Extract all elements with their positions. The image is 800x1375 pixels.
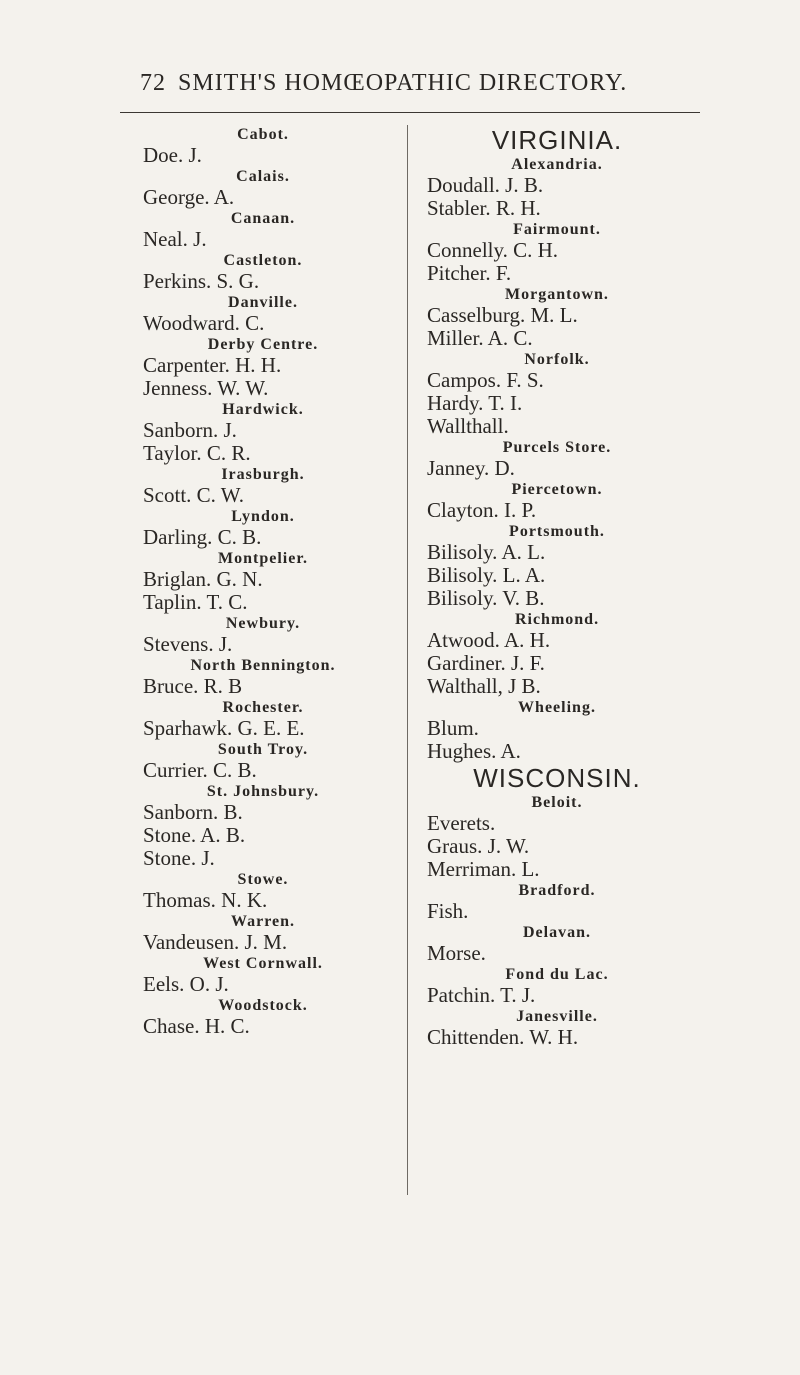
town-heading: Beloit. bbox=[531, 794, 583, 811]
town-heading: Portsmouth. bbox=[509, 523, 605, 540]
town-heading: Piercetown. bbox=[511, 481, 603, 498]
physician-name: Sparhawk. G. E. E. bbox=[143, 716, 305, 740]
town-heading: Stowe. bbox=[237, 871, 289, 888]
physician-name: Thomas. N. K. bbox=[143, 888, 268, 912]
town-heading: Hardwick. bbox=[222, 401, 304, 418]
town-heading: Canaan. bbox=[230, 210, 296, 227]
physician-name: Bilisoly. V. B. bbox=[427, 586, 545, 610]
physician-name: Stone. J. bbox=[143, 846, 215, 870]
physician-name: Graus. J. W. bbox=[427, 834, 530, 858]
physician-name: Doudall. J. B. bbox=[427, 173, 544, 197]
physician-name: Pitcher. F. bbox=[427, 261, 512, 285]
physician-name: Briglan. G. N. bbox=[143, 567, 263, 591]
physician-name: Woodward. C. bbox=[143, 311, 265, 335]
town-heading: Warren. bbox=[230, 913, 296, 930]
physician-name: Connelly. C. H. bbox=[427, 238, 559, 262]
physician-name: Janney. D. bbox=[427, 456, 515, 480]
physician-name: Wallthall. bbox=[427, 414, 509, 438]
physician-name: Patchin. T. J. bbox=[427, 983, 536, 1007]
town-heading: Bradford. bbox=[518, 882, 596, 899]
physician-name: Bilisoly. L. A. bbox=[427, 563, 546, 587]
physician-name: Sanborn. J. bbox=[143, 418, 237, 442]
town-heading: Cabot. bbox=[237, 126, 289, 143]
town-heading: Norfolk. bbox=[524, 351, 590, 368]
physician-name: Vandeusen. J. M. bbox=[143, 930, 288, 954]
physician-name: Hardy. T. I. bbox=[427, 391, 523, 415]
page-title: SMITH'S HOMŒOPATHIC DIRECTORY. bbox=[178, 70, 628, 96]
town-heading: Calais. bbox=[236, 168, 290, 185]
physician-name: George. A. bbox=[143, 185, 235, 209]
state-heading: WISCONSIN. bbox=[473, 763, 641, 793]
physician-name: Stabler. R. H. bbox=[427, 196, 541, 220]
physician-name: Hughes. A. bbox=[427, 739, 521, 763]
page-number: 72 bbox=[140, 70, 166, 96]
town-heading: Delavan. bbox=[523, 924, 591, 941]
physician-name: Eels. O. J. bbox=[143, 972, 229, 996]
town-heading: Richmond. bbox=[514, 611, 600, 628]
physician-name: Taylor. C. R. bbox=[143, 441, 251, 465]
physician-name: Scott. C. W. bbox=[143, 483, 244, 507]
right-column bbox=[427, 125, 687, 1049]
town-heading: Rochester. bbox=[222, 699, 304, 716]
physician-name: Doe. J. bbox=[143, 143, 202, 167]
physician-name: Bilisoly. A. L. bbox=[427, 540, 546, 564]
physician-name: Blum. bbox=[427, 716, 479, 740]
town-heading: Janesville. bbox=[516, 1008, 598, 1025]
town-heading: Derby Centre. bbox=[207, 336, 319, 353]
town-heading: Alexandria. bbox=[511, 156, 603, 173]
town-heading: West Cornwall. bbox=[203, 955, 323, 972]
town-heading: Fond du Lac. bbox=[505, 966, 609, 983]
physician-name: Casselburg. M. L. bbox=[427, 303, 578, 327]
physician-name: Perkins. S. G. bbox=[143, 269, 260, 293]
town-heading: Morgantown. bbox=[505, 286, 609, 303]
town-heading: Newbury. bbox=[225, 615, 301, 632]
town-heading: North Bennington. bbox=[190, 657, 336, 674]
physician-name: Sanborn. B. bbox=[143, 800, 243, 824]
physician-name: Stevens. J. bbox=[143, 632, 233, 656]
physician-name: Currier. C. B. bbox=[143, 758, 257, 782]
town-heading: South Troy. bbox=[217, 741, 309, 758]
town-heading: Fairmount. bbox=[513, 221, 601, 238]
physician-name: Stone. A. B. bbox=[143, 823, 246, 847]
header-rule bbox=[120, 112, 700, 113]
physician-name: Jenness. W. W. bbox=[143, 376, 269, 400]
town-heading: Wheeling. bbox=[518, 699, 596, 716]
physician-name: Miller. A. C. bbox=[427, 326, 533, 350]
town-heading: Danville. bbox=[228, 294, 298, 311]
town-heading: Lyndon. bbox=[231, 508, 295, 525]
physician-name: Fish. bbox=[427, 899, 469, 923]
physician-name: Everets. bbox=[427, 811, 496, 835]
column-divider bbox=[407, 125, 408, 1195]
town-heading: Irasburgh. bbox=[221, 466, 305, 483]
page-header bbox=[140, 70, 627, 97]
physician-name: Morse. bbox=[427, 941, 486, 965]
town-heading: St. Johnsbury. bbox=[206, 783, 320, 800]
physician-name: Walthall, J B. bbox=[427, 674, 541, 698]
town-heading: Purcels Store. bbox=[502, 439, 612, 456]
physician-name: Chase. H. C. bbox=[143, 1014, 250, 1038]
town-heading: Castleton. bbox=[223, 252, 303, 269]
left-column bbox=[143, 125, 383, 1038]
physician-name: Clayton. I. P. bbox=[427, 498, 537, 522]
physician-name: Carpenter. H. H. bbox=[143, 353, 282, 377]
physician-name: Neal. J. bbox=[143, 227, 207, 251]
physician-name: Darling. C. B. bbox=[143, 525, 262, 549]
physician-name: Atwood. A. H. bbox=[427, 628, 551, 652]
town-heading: Montpelier. bbox=[218, 550, 308, 567]
physician-name: Bruce. R. B bbox=[143, 674, 243, 698]
physician-name: Taplin. T. C. bbox=[143, 590, 248, 614]
physician-name: Chittenden. W. H. bbox=[427, 1025, 579, 1049]
physician-name: Campos. F. S. bbox=[427, 368, 544, 392]
town-heading: Woodstock. bbox=[218, 997, 308, 1014]
physician-name: Merriman. L. bbox=[427, 857, 540, 881]
physician-name: Gardiner. J. F. bbox=[427, 651, 545, 675]
state-heading: VIRGINIA. bbox=[491, 125, 623, 155]
